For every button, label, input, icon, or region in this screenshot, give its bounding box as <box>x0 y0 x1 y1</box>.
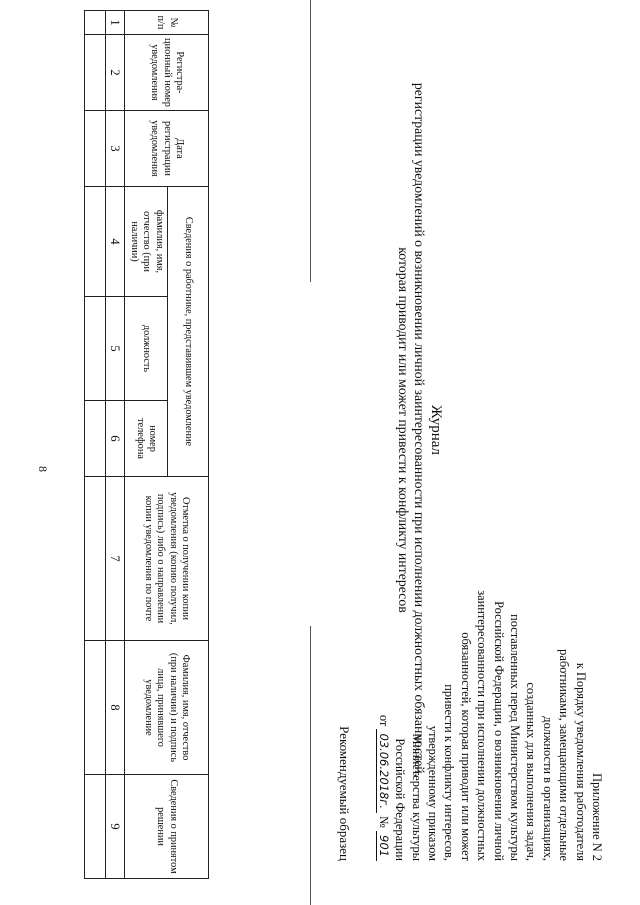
appendix-line: Министерства культуры <box>409 733 424 861</box>
column-number: 2 <box>106 35 125 111</box>
appendix-line: Российской Федерации, о возникновении личной <box>491 601 506 861</box>
order-number: 901 <box>376 831 391 861</box>
empty-cell <box>85 401 106 477</box>
separator-line <box>310 0 311 282</box>
order-prefix: от <box>376 714 391 727</box>
empty-cell <box>85 297 106 401</box>
header-cell-full-name: фамилия, имя, отчество (при наличии) <box>125 187 168 297</box>
empty-cell <box>85 775 106 879</box>
column-number: 6 <box>106 401 125 477</box>
order-reference <box>375 391 391 861</box>
appendix-line: к Порядку уведомления работодателя <box>573 662 588 861</box>
header-cell-number: № п/п <box>125 11 209 35</box>
journal-heading <box>395 15 445 845</box>
column-number: 7 <box>106 477 125 641</box>
appendix-line: утвержденному приказом <box>425 725 440 861</box>
table-row <box>85 11 106 879</box>
empty-cell <box>85 477 106 641</box>
empty-cell <box>85 187 106 297</box>
empty-cell <box>85 11 106 35</box>
appendix-line: созданных для выполнения задач, <box>524 682 539 861</box>
column-number-row <box>106 11 125 879</box>
appendix-line: привести к конфликту интересов, <box>442 684 457 861</box>
column-number: 9 <box>106 775 125 879</box>
appendix-line: обязанностей, которая приводит или может <box>458 632 473 861</box>
journal-title: Журнал <box>428 404 444 455</box>
column-number: 1 <box>106 11 125 35</box>
header-cell-position: должность <box>125 297 168 401</box>
header-cell-receiver: Фамилия, имя, отчество (при наличии) и подпись лица, принявшего уведомление <box>125 641 209 775</box>
recommended-sample-label: Рекомендуемый образец <box>337 726 352 861</box>
appendix-line: поставленных перед Министерством культуры <box>507 614 522 861</box>
separator-line <box>310 626 311 905</box>
registration-table <box>84 10 209 879</box>
header-cell-registration-date: Дата регистрации уведомления <box>125 111 209 187</box>
order-date: 03.06.2018г. <box>376 729 391 813</box>
header-cell-registration-number: Регистра-ционный номер уведомления <box>125 35 209 111</box>
appendix-line: работниками, замещающими отдельные <box>557 649 572 861</box>
column-number: 8 <box>106 641 125 775</box>
page-number: 8 <box>36 466 50 472</box>
table-header-row <box>168 11 209 879</box>
column-number: 5 <box>106 297 125 401</box>
journal-subtitle-line: регистрации уведомлений о возникновении личной заинтересованности при исполнении должностных обязанностей, <box>412 82 428 778</box>
order-number-label: № <box>376 816 391 828</box>
appendix-line: Приложение N 2 <box>590 773 604 861</box>
appendix-line: должности в организациях, <box>540 716 555 861</box>
appendix-line: заинтересованности при исполнении должностных <box>475 590 490 861</box>
column-number: 3 <box>106 111 125 187</box>
journal-subtitle-line: которая приводит или может привести к конфликту интересов <box>396 247 411 613</box>
column-number: 4 <box>106 187 125 297</box>
header-cell-decision: Сведения о принятом решении <box>125 775 209 879</box>
appendix-line: Российской Федерации <box>393 738 408 861</box>
header-cell-employee-info: Сведения о работнике, представившем уведомление <box>168 187 209 477</box>
header-cell-phone: номер телефона <box>125 401 168 477</box>
empty-cell <box>85 111 106 187</box>
empty-cell <box>85 641 106 775</box>
empty-cell <box>85 35 106 111</box>
header-cell-copy-receipt: Отметка о получении копии уведомления (копию получил, подпись) либо о направлении копии уведомления по почте <box>125 477 209 641</box>
